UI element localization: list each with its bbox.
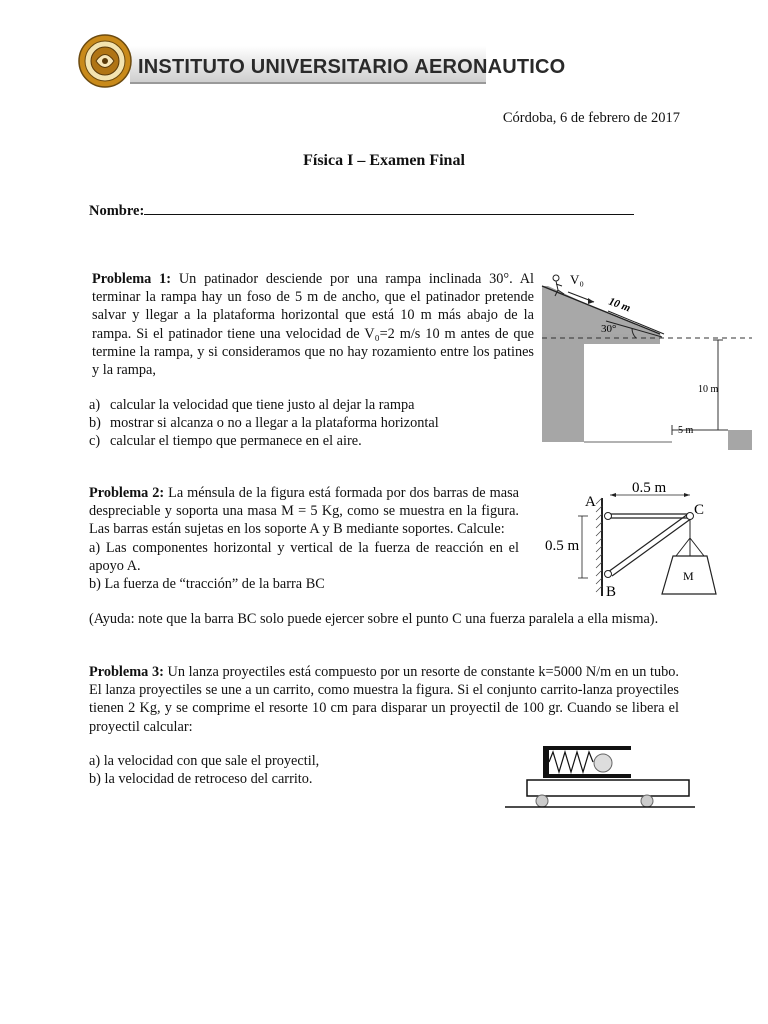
height-label: 10 m	[698, 384, 719, 395]
point-b-label: B	[606, 584, 617, 600]
mass-label: M	[683, 569, 694, 583]
institution-initial-i: I	[138, 56, 144, 78]
problem-1-statement	[92, 270, 534, 379]
width-dimension-label: 0.5 m	[632, 480, 667, 496]
list-item: a) Las componentes horizontal y vertical de la fuerza de reacción en el apoyo A.	[89, 539, 519, 574]
institution-initial-u: U	[250, 56, 266, 78]
list-item: b) la velocidad de retroceso del carrito.	[89, 771, 313, 788]
list-item: b) La fuerza de “tracción” de la barra BC	[89, 576, 325, 593]
list-item: c) calcular el tiempo que permanece en el aire.	[89, 433, 362, 450]
angle-label: 30°	[601, 323, 617, 335]
launcher-cart-figure	[505, 744, 697, 810]
institution-initial-a: A	[414, 56, 429, 78]
institution-word-1: NSTITUTO	[143, 56, 251, 78]
institution-word-3: ERONAUTICO	[429, 56, 566, 78]
problem-2-statement	[89, 484, 519, 593]
gap-label: 5 m	[678, 425, 694, 436]
list-item: a) la velocidad con que sale el proyectil,	[89, 753, 320, 769]
problem-2-body: La ménsula de la figura está formada por dos barras de masa despreciable y soporta una masa M = 5 Kg, como se muestra en la figura. Las barras están sujetas en los soporte A y B mediante soportes. Calcule:	[89, 485, 519, 538]
name-field-row	[89, 201, 634, 220]
institution-word-2: NIVERSITARIO	[265, 56, 415, 78]
exam-title: Física I – Examen Final	[303, 152, 465, 169]
problem-1-body: Un patinador desciende por una rampa inclinada 30°. Al terminar la rampa hay un foso de 5 m de ancho, que el patinador pretende salvar y llegar a la plataforma horizontal que está 10 m más abajo de la rampa. Si el patinador tiene una velocidad de V₀=2 m/s 10 m antes de que termine la rampa, y si consideramos que no hay rozamiento entre los patines y la rampa,	[92, 271, 534, 379]
problem-3-statement	[89, 663, 679, 736]
name-label: Nombre:	[89, 203, 145, 219]
list-item: a) calcular la velocidad que tiene justo al dejar la rampa	[89, 397, 415, 413]
list-item: b) mostrar si alcanza o no a llegar a la plataforma horizontal	[89, 415, 439, 432]
ramp-figure	[538, 268, 753, 458]
institution-name	[138, 56, 565, 79]
bracket-figure	[538, 478, 718, 603]
problem-3-body: Un lanza proyectiles está compuesto por un resorte de constante k=5000 N/m en un tubo. El lanza proyectiles se une a un carrito, como muestra la figura. Si el conjunto carrito-lanza proyectiles tienen 2 Kg, y se comprime el resorte 10 cm para disparar un proyectil de 100 gr. Cuando se libera el proyectil calcular:	[89, 664, 679, 735]
problem-1-items	[89, 396, 439, 451]
point-c-label: C	[694, 502, 705, 518]
exam-date: Córdoba, 6 de febrero de 2017	[502, 110, 680, 126]
institute-seal-icon	[78, 34, 132, 88]
height-dimension-label: 0.5 m	[545, 538, 580, 554]
problem-3-heading: Problema 3:	[89, 664, 164, 680]
name-blank-line	[144, 201, 634, 215]
v0-label: V₀	[570, 272, 584, 287]
problem-2-heading: Problema 2:	[89, 485, 165, 501]
problem-3-items	[89, 752, 319, 788]
problem-2-hint: (Ayuda: note que la barra BC solo puede ejercer sobre el punto C una fuerza paralela a ella misma).	[89, 611, 659, 627]
point-a-label: A	[585, 494, 596, 510]
problem-1-heading: Problema 1:	[92, 271, 172, 287]
ramp-length-label: 10 m	[606, 295, 633, 315]
